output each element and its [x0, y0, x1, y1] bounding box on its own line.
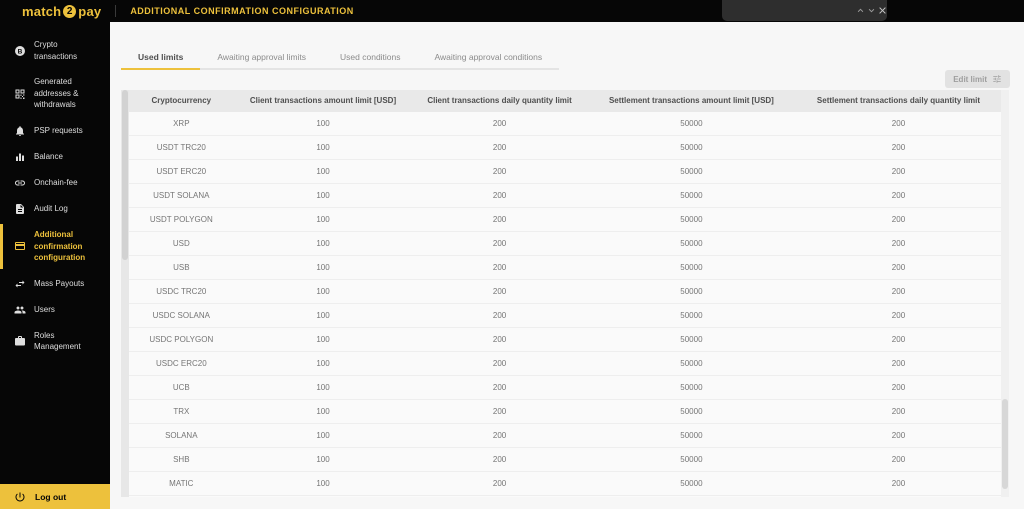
card-icon [14, 240, 26, 252]
cell-value: 50000 [680, 334, 703, 344]
sidebar-item-label: Additional confirmation configuration [34, 229, 86, 263]
cell-value: 50000 [680, 310, 703, 320]
sidebar-item-label: Mass Payouts [34, 278, 85, 288]
cell-value: 200 [492, 454, 507, 464]
topbar-divider [115, 5, 116, 17]
cell-value: 100 [316, 190, 330, 200]
table-header-row [129, 90, 1001, 112]
scrollbar-thumb[interactable] [1002, 399, 1008, 489]
cell-value: 100 [316, 238, 330, 248]
sidebar-item-additional-confirmation-configuration[interactable] [0, 222, 110, 271]
qr-code-icon [14, 88, 26, 100]
table-row-usdc-erc20[interactable] [129, 352, 1001, 376]
cell-value: 100 [316, 142, 330, 152]
cell-cryptocurrency: TRX [173, 406, 190, 416]
close-icon[interactable] [877, 2, 888, 20]
cell-value: 200 [891, 286, 906, 296]
sidebar-item-label: Onchain-fee [34, 178, 78, 188]
cell-value: 200 [891, 310, 906, 320]
svg-text:B: B [17, 47, 23, 55]
cell-value: 100 [316, 430, 330, 440]
table-left-scrollbar[interactable] [121, 90, 129, 497]
sidebar-item-generated-addresses-withdrawals[interactable] [0, 69, 110, 118]
sidebar-item-users[interactable] [0, 297, 110, 323]
sidebar-item-audit-log[interactable] [0, 196, 110, 222]
table-row-usdt-erc20[interactable] [129, 160, 1001, 184]
cell-value: 200 [891, 382, 906, 392]
page-title: ADDITIONAL CONFIRMATION CONFIGURATION [130, 6, 354, 16]
chevron-down-icon[interactable] [866, 2, 877, 20]
cell-value: 200 [891, 358, 906, 368]
cell-value: 200 [492, 166, 507, 176]
cell-value: 50000 [680, 190, 703, 200]
cell-value: 200 [492, 286, 507, 296]
table-row-solana[interactable] [129, 424, 1001, 448]
table-row-trx[interactable] [129, 400, 1001, 424]
bar-chart-icon [14, 151, 26, 163]
table-row-usdt-trc20[interactable] [129, 136, 1001, 160]
cell-value: 100 [316, 286, 330, 296]
link-icon [14, 177, 26, 189]
cell-value: 200 [492, 334, 507, 344]
cell-cryptocurrency: UCB [172, 382, 190, 392]
table-row-usb[interactable] [129, 256, 1001, 280]
cell-value: 50000 [680, 382, 703, 392]
bitcoin-icon [14, 45, 26, 57]
sidebar-item-label: Audit Log [34, 204, 68, 214]
cell-cryptocurrency: SHB [173, 454, 190, 464]
logo-badge-icon: 2 [63, 5, 76, 18]
cell-value: 200 [891, 214, 906, 224]
active-indicator [0, 120, 3, 142]
cell-value: 200 [492, 430, 507, 440]
column-header-cryptocurrency: Cryptocurrency [151, 96, 212, 106]
find-input[interactable] [722, 0, 855, 21]
active-indicator [0, 299, 3, 321]
find-bar [722, 0, 887, 21]
cell-cryptocurrency: USDC SOLANA [152, 310, 210, 320]
cell-value: 100 [316, 358, 330, 368]
table-body [129, 112, 1001, 496]
sidebar-item-label: Crypto transactions [34, 40, 78, 61]
tab-used-limits[interactable]: Used limits [121, 45, 200, 70]
cell-value: 100 [316, 310, 330, 320]
cell-cryptocurrency: USDC ERC20 [155, 358, 207, 368]
cell-value: 200 [891, 334, 906, 344]
cell-cryptocurrency: USD [172, 238, 190, 248]
cell-value: 200 [891, 430, 906, 440]
swap-arrows-icon [14, 278, 26, 290]
cell-value: 200 [492, 358, 507, 368]
cell-cryptocurrency: USDC POLYGON [149, 334, 214, 344]
sidebar-item-psp-requests[interactable] [0, 118, 110, 144]
cell-value: 50000 [680, 406, 703, 416]
sidebar-item-onchain-fee[interactable] [0, 170, 110, 196]
active-indicator [0, 71, 3, 116]
cell-value: 200 [891, 478, 906, 488]
active-indicator [0, 198, 3, 220]
cell-value: 100 [316, 214, 330, 224]
scrollbar-thumb[interactable] [122, 90, 128, 260]
limits-table [129, 90, 1001, 497]
sidebar-item-label: Roles Management [34, 330, 81, 352]
table-row-ucb[interactable] [129, 376, 1001, 400]
main-content [110, 22, 1024, 509]
table-row-usdc-solana[interactable] [129, 304, 1001, 328]
table-right-scrollbar[interactable] [1001, 90, 1009, 497]
cell-value: 200 [492, 310, 507, 320]
cell-value: 200 [891, 142, 906, 152]
cell-value: 200 [891, 238, 906, 248]
chevron-up-icon[interactable] [855, 2, 866, 20]
column-header-client-transactions-amount-limit-usd: Client transactions amount limit [USD] [249, 96, 397, 106]
logout-label: Log out [35, 491, 67, 502]
table-row-usd[interactable] [129, 232, 1001, 256]
cell-value: 100 [316, 166, 330, 176]
cell-value: 100 [316, 334, 330, 344]
cell-value: 50000 [680, 118, 703, 128]
sidebar-nav [0, 22, 110, 484]
cell-cryptocurrency: USDT POLYGON [149, 214, 213, 224]
edit-limit-label: Edit limit [953, 74, 987, 84]
sidebar-item-label: Balance [34, 152, 63, 162]
table-row-shb[interactable] [129, 448, 1001, 472]
table-row-usdc-trc20[interactable] [129, 280, 1001, 304]
active-indicator [0, 34, 3, 67]
briefcase-icon [14, 335, 26, 347]
cell-value: 100 [316, 118, 330, 128]
cell-value: 50000 [680, 238, 703, 248]
tab-awaiting-approval-conditions[interactable]: Awaiting approval conditions [434, 52, 543, 62]
cell-value: 100 [316, 478, 330, 488]
cell-value: 50000 [680, 430, 703, 440]
cell-value: 200 [492, 382, 507, 392]
cell-value: 50000 [680, 358, 703, 368]
active-indicator [0, 146, 3, 168]
limits-table-zone [121, 90, 1009, 497]
cell-value: 100 [316, 382, 330, 392]
cell-value: 50000 [680, 454, 703, 464]
cell-value: 200 [492, 142, 507, 152]
sliders-icon [992, 74, 1002, 84]
cell-value: 200 [492, 478, 507, 488]
cell-value: 200 [891, 262, 906, 272]
logout-button[interactable] [0, 484, 110, 509]
active-indicator [0, 224, 3, 269]
sidebar-item-balance[interactable] [0, 144, 110, 170]
column-header-settlement-transactions-daily-quantity-limit: Settlement transactions daily quantity limit [816, 96, 981, 106]
cell-cryptocurrency: USDT ERC20 [156, 166, 207, 176]
cell-value: 200 [492, 262, 507, 272]
cell-value: 50000 [680, 478, 703, 488]
cell-value: 50000 [680, 286, 703, 296]
cell-value: 200 [891, 454, 906, 464]
cell-value: 100 [316, 406, 330, 416]
sidebar-item-crypto-transactions[interactable] [0, 32, 110, 69]
bell-icon [14, 125, 26, 137]
sidebar-item-label: Users [34, 304, 55, 314]
cell-value: 50000 [680, 142, 703, 152]
table-row-xrp[interactable] [129, 112, 1001, 136]
cell-cryptocurrency: USDC TRC20 [156, 286, 207, 296]
logo-text-prefix: match [22, 3, 62, 19]
active-indicator [0, 325, 3, 358]
cell-value: 200 [492, 238, 507, 248]
cell-value: 100 [316, 454, 330, 464]
edit-limit-button[interactable] [945, 70, 1010, 88]
cell-cryptocurrency: USDT TRC20 [156, 142, 206, 152]
tab-awaiting-approval-limits[interactable]: Awaiting approval limits [217, 52, 307, 62]
cell-value: 200 [492, 190, 507, 200]
active-indicator [0, 172, 3, 194]
power-icon [14, 491, 26, 503]
table-row-usdc-polygon[interactable] [129, 328, 1001, 352]
cell-cryptocurrency: SOLANA [165, 430, 198, 440]
cell-value: 200 [492, 214, 507, 224]
logo-text-suffix: pay [78, 3, 102, 19]
users-icon [14, 304, 26, 316]
cell-cryptocurrency: USB [173, 262, 190, 272]
column-header-settlement-transactions-amount-limit-usd: Settlement transactions amount limit [USD] [608, 96, 774, 106]
brand-logo[interactable] [22, 4, 101, 19]
cell-value: 200 [891, 406, 906, 416]
table-row-usdt-polygon[interactable] [129, 208, 1001, 232]
cell-value: 50000 [680, 214, 703, 224]
tab-used-conditions[interactable]: Used conditions [340, 52, 401, 62]
sidebar-item-label: PSP requests [34, 126, 83, 136]
cell-cryptocurrency: USDT SOLANA [153, 190, 210, 200]
table-row-usdt-solana[interactable] [129, 184, 1001, 208]
cell-value: 200 [891, 118, 906, 128]
cell-value: 200 [891, 190, 906, 200]
sidebar-item-label: Generated addresses & withdrawals [34, 77, 79, 110]
tab-bar [121, 45, 559, 70]
column-header-client-transactions-daily-quantity-limit: Client transactions daily quantity limit [427, 96, 572, 106]
cell-value: 100 [316, 262, 330, 272]
cell-value: 200 [891, 166, 906, 176]
sidebar-item-mass-payouts[interactable] [0, 271, 110, 297]
cell-cryptocurrency: XRP [173, 118, 190, 128]
sidebar-item-roles-management[interactable] [0, 323, 110, 360]
cell-value: 50000 [680, 262, 703, 272]
active-indicator [0, 273, 3, 295]
cell-cryptocurrency: MATIC [169, 478, 194, 488]
table-row-matic[interactable] [129, 472, 1001, 496]
cell-value: 50000 [680, 166, 703, 176]
cell-value: 200 [492, 118, 507, 128]
cell-value: 200 [492, 406, 507, 416]
document-icon [14, 203, 26, 215]
